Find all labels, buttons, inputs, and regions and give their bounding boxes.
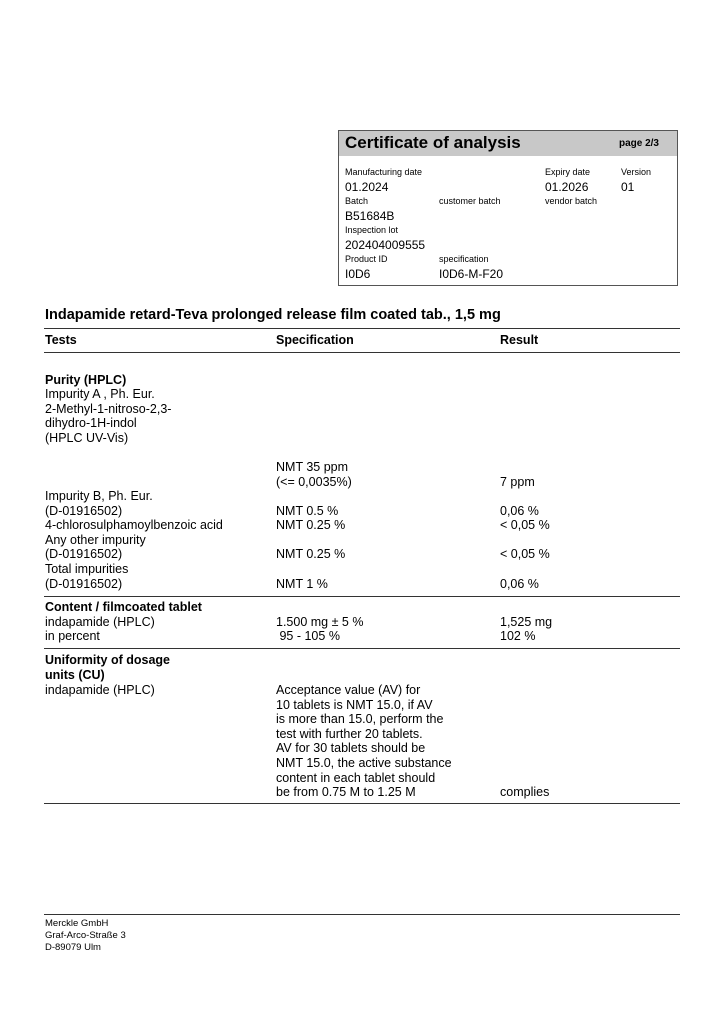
footer-city: D-89079 Ulm <box>45 942 101 953</box>
impurity-b-code: (D-01916502) <box>45 504 123 518</box>
chloro-acid-label: 4-chlorosulphamoylbenzoic acid <box>45 518 223 532</box>
divider <box>44 328 680 329</box>
specification-label: specification <box>439 254 489 264</box>
total-impurities-code: (D-01916502) <box>45 577 123 591</box>
manufacturing-date-label: Manufacturing date <box>345 167 423 177</box>
inspection-lot-value: 202404009555 <box>345 238 426 252</box>
content-percent-label: in percent <box>45 629 100 643</box>
customer-batch-label: customer batch <box>439 196 501 206</box>
impurity-b-specification: NMT 0.5 % <box>276 504 339 518</box>
impurity-b-result: 0,06 % <box>500 504 539 518</box>
other-impurity-result: < 0,05 % <box>500 547 550 561</box>
batch-value: B51684B <box>345 209 395 223</box>
total-impurities-specification: NMT 1 % <box>276 577 328 591</box>
chloro-acid-result: < 0,05 % <box>500 518 550 532</box>
certificate-header-box <box>338 130 678 286</box>
content-percent-specification: 95 - 105 % <box>276 629 340 643</box>
purity-heading: Purity (HPLC) <box>45 373 127 387</box>
expiry-date-value: 01.2026 <box>545 180 589 194</box>
content-heading: Content / filmcoated tablet <box>45 600 202 614</box>
specification-value: I0D6-M-F20 <box>439 267 504 281</box>
column-header-tests: Tests <box>45 333 77 347</box>
divider <box>44 648 680 649</box>
version-value: 01 <box>621 180 635 194</box>
uniformity-specification: Acceptance value (AV) for 10 tablets is NMT 15.0, if AV is more than 15.0, perform the test with further 20 tablets. AV for 30 tablets should be NMT 15.0, the active substance content in each tablet should be from 0.75 M to 1.25 M <box>276 683 452 800</box>
impurity-a-specification: NMT 35 ppm (<= 0,0035%) <box>276 460 352 489</box>
divider <box>44 596 680 597</box>
footer-company: Merckle GmbH <box>45 918 109 929</box>
certificate-title-bar <box>339 131 677 156</box>
expiry-date-label: Expiry date <box>545 167 591 177</box>
column-header-specification: Specification <box>276 333 354 347</box>
other-impurity-code: (D-01916502) <box>45 547 123 561</box>
impurity-b-label: Impurity B, Ph. Eur. <box>45 489 153 503</box>
divider <box>44 352 680 353</box>
impurity-a-label: Impurity A , Ph. Eur. 2-Methyl-1-nitroso-2,3- dihydro-1H-indol (HPLC UV-Vis) <box>45 387 172 445</box>
inspection-lot-label: Inspection lot <box>345 225 399 235</box>
other-impurity-label: Any other impurity <box>45 533 146 547</box>
content-indapamide-result: 1,525 mg <box>500 615 553 629</box>
uniformity-heading: Uniformity of dosage units (CU) <box>45 653 171 682</box>
content-indapamide-specification: 1.500 mg ± 5 % <box>276 615 364 629</box>
impurity-a-result: 7 ppm <box>500 475 535 489</box>
footer-address <box>45 918 126 954</box>
total-impurities-label: Total impurities <box>45 562 129 576</box>
uniformity-indapamide-label: indapamide (HPLC) <box>45 683 155 697</box>
total-impurities-result: 0,06 % <box>500 577 539 591</box>
vendor-batch-label: vendor batch <box>545 196 598 206</box>
product-id-label: Product ID <box>345 254 388 264</box>
page-number: page 2/3 <box>618 138 659 149</box>
manufacturing-date-value: 01.2024 <box>345 180 389 194</box>
certificate-title: Certificate of analysis <box>345 133 521 152</box>
uniformity-result: complies <box>500 785 550 799</box>
content-percent-result: 102 % <box>500 629 536 643</box>
product-id-value: I0D6 <box>345 267 371 281</box>
column-header-result: Result <box>500 333 539 347</box>
chloro-acid-specification: NMT 0.25 % <box>276 518 346 532</box>
footer-divider <box>44 914 680 915</box>
product-title: Indapamide retard-Teva prolonged release film coated tab., 1,5 mg <box>45 307 501 323</box>
other-impurity-specification: NMT 0.25 % <box>276 547 346 561</box>
divider <box>44 803 680 804</box>
version-label: Version <box>621 167 652 177</box>
footer-street: Graf-Arco-Straße 3 <box>45 930 126 941</box>
content-indapamide-label: indapamide (HPLC) <box>45 615 155 629</box>
batch-label: Batch <box>345 196 369 206</box>
